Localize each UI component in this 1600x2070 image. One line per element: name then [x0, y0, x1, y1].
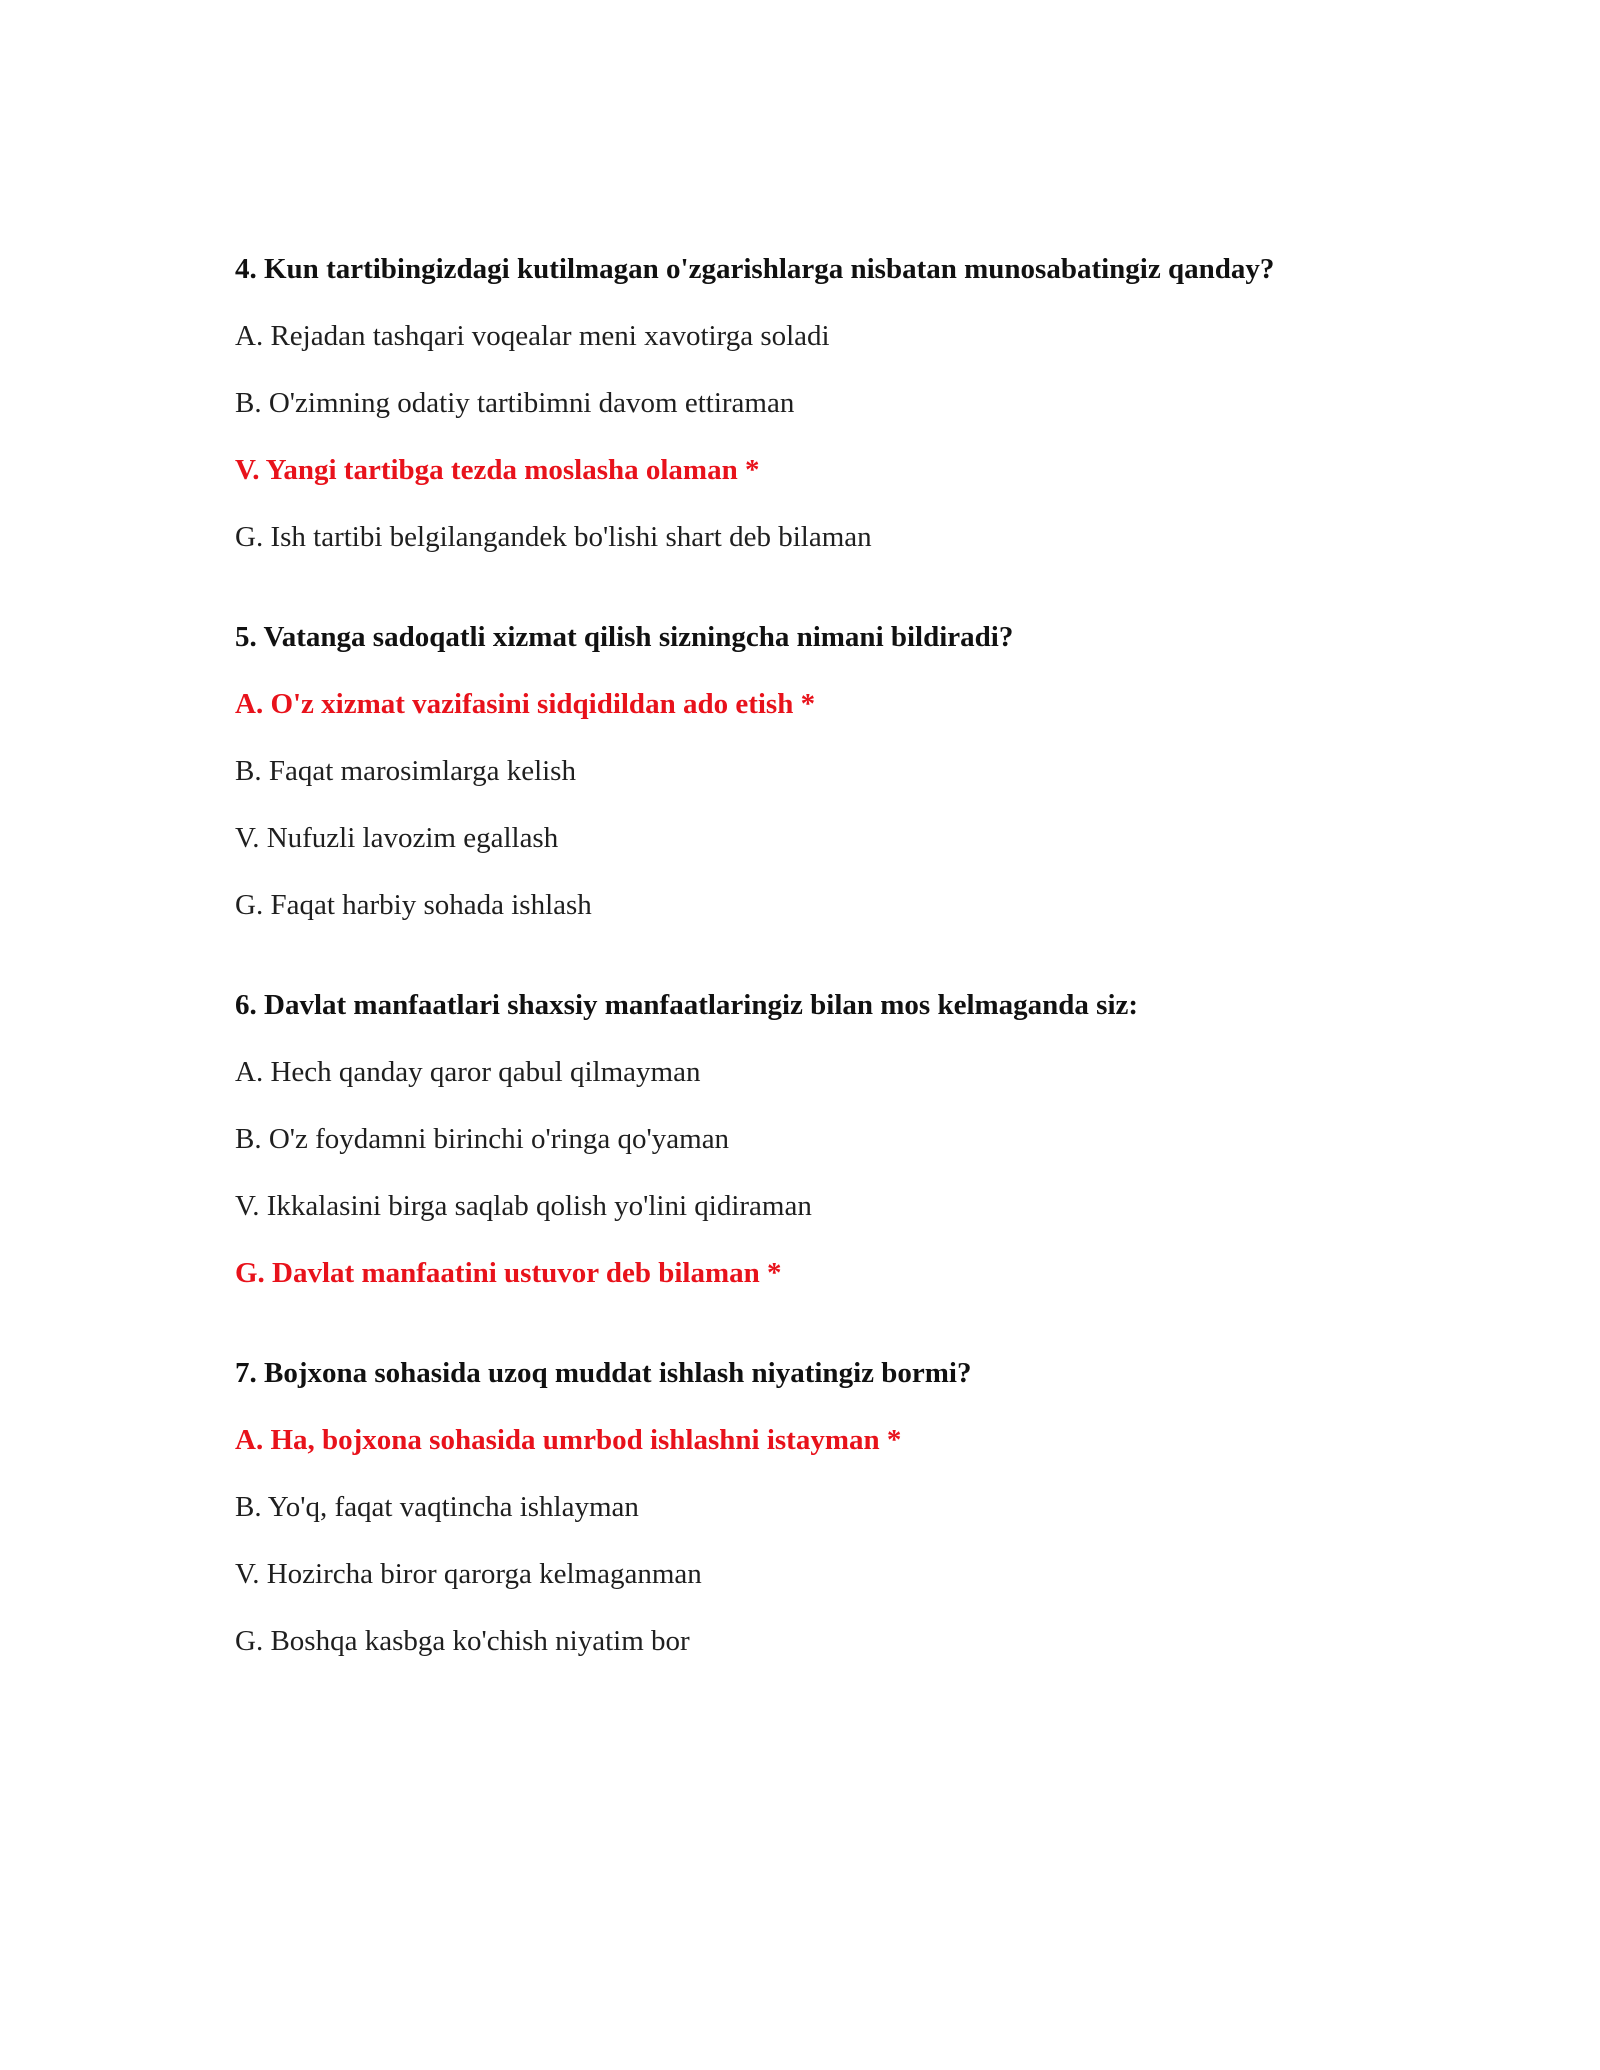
question-title: 5. Vatanga sadoqatli xizmat qilish sizningcha nimani bildiradi?	[235, 621, 1014, 653]
document-page	[235, 252, 1435, 1724]
answer-option-v-correct: V. Yangi tartibga tezda moslasha olaman *	[235, 454, 760, 486]
answer-option-v: V. Hozircha biror qarorga kelmaganman	[235, 1558, 702, 1590]
answer-option-g: G. Boshqa kasbga ko'chish niyatim bor	[235, 1625, 690, 1657]
answer-option-a: A. Hech qanday qaror qabul qilmayman	[235, 1056, 701, 1088]
question-block-5	[235, 620, 1435, 922]
answer-option-b: B. Yo'q, faqat vaqtincha ishlayman	[235, 1491, 639, 1523]
answer-option-v: V. Ikkalasini birga saqlab qolish yo'lini qidiraman	[235, 1190, 812, 1222]
answer-option-g: G. Ish tartibi belgilangandek bo'lishi shart deb bilaman	[235, 521, 872, 553]
answer-option-b: B. O'zimning odatiy tartibimni davom ettiraman	[235, 387, 795, 419]
question-block-4	[235, 252, 1435, 554]
question-title: 7. Bojxona sohasida uzoq muddat ishlash niyatingiz bormi?	[235, 1357, 972, 1389]
answer-option-b: B. O'z foydamni birinchi o'ringa qo'yaman	[235, 1123, 730, 1155]
answer-option-g-correct: G. Davlat manfaatini ustuvor deb bilaman *	[235, 1257, 782, 1289]
question-block-6	[235, 988, 1435, 1290]
question-title: 4. Kun tartibingizdagi kutilmagan o'zgarishlarga nisbatan munosabatingiz qanday?	[235, 253, 1275, 285]
answer-option-b: B. Faqat marosimlarga kelish	[235, 755, 576, 787]
answer-option-a-correct: A. Ha, bojxona sohasida umrbod ishlashni istayman *	[235, 1424, 902, 1456]
answer-option-a-correct: A. O'z xizmat vazifasini sidqidildan ado etish *	[235, 688, 816, 720]
answer-option-v: V. Nufuzli lavozim egallash	[235, 822, 559, 854]
question-title: 6. Davlat manfaatlari shaxsiy manfaatlaringiz bilan mos kelmaganda siz:	[235, 989, 1139, 1021]
question-block-7	[235, 1356, 1435, 1658]
answer-option-g: G. Faqat harbiy sohada ishlash	[235, 889, 592, 921]
answer-option-a: A. Rejadan tashqari voqealar meni xavotirga soladi	[235, 320, 830, 352]
